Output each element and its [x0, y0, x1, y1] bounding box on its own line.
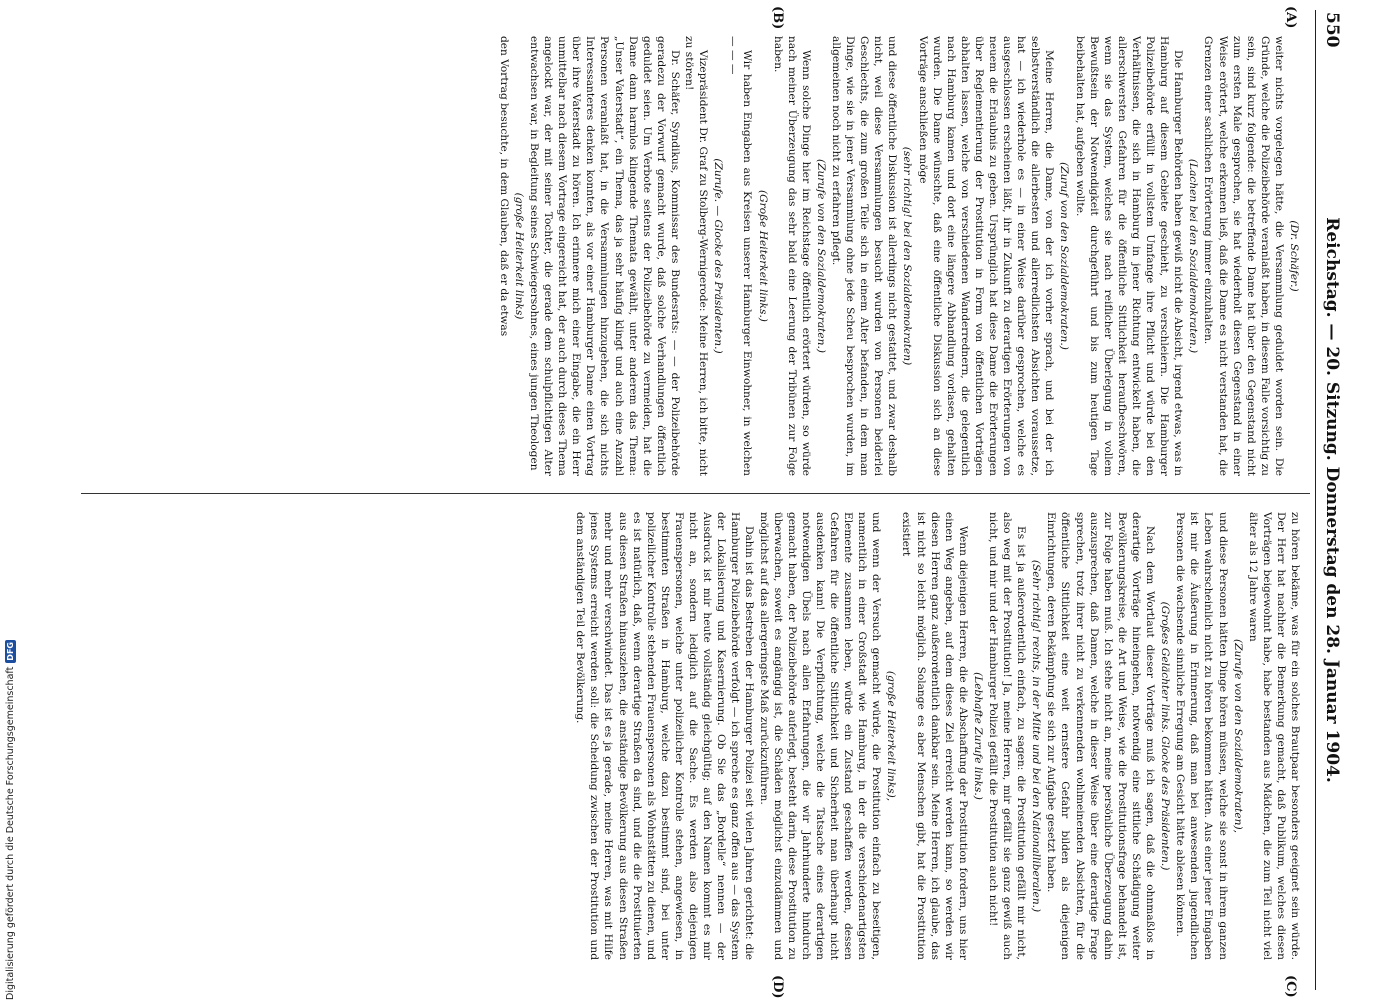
margin-mark-d: (D): [770, 975, 785, 999]
running-header: Reichstag. — 20. Sitzung. Donnerstag den 28. Januar 1904.: [1322, 217, 1342, 783]
margin-mark-c: (C): [1283, 975, 1298, 998]
paragraph: Dr. Schäfer, Syndikus, Kommissar des Bundesrats: — — der Polizeibehörde geradezu der Vorwurf gemacht wurde, daß solche Verhandlungen öffentlich geduldet seien. Um Verbote seitens der Polizeibehörde zu vermeiden, hat die Dame dann harmlos klingende Themata gewählt, unter anderem das Thema: „Unser Vaterstadt“, ein Thema, das ja sehr häufig klingt und auch eine Anzahl Personen veranlaßt hat, in die Versammlungen hinzugehen, die sich nichts Interessanteres denken konnten, als vor einer Hamburger Dame einen Vortrag über ihre Vaterstadt zu hören. Ich erinnere mich einer Eingabe, die ein Herr unmittelbar nach diesem Vortrage eingereicht hat, der auch durch dieses Thema angelockt war, der mit seiner Tochter, die gerade dem schulpflichtigen Alter entwachsen war, in Begleitung seines Schwiegersohnes, eines jungen Theologen: [528, 36, 681, 476]
margin-mark-b: (B): [770, 6, 785, 30]
page-number: 550: [1322, 12, 1342, 48]
header-rule: [1315, 10, 1316, 990]
dfg-logo-icon: DFG: [5, 642, 15, 661]
paragraph: zu hören bekäme, was für ein solches Brautpaar besonders geeignet sein würde. Der Herr hat nachher die Bemerkung gemacht, daß Publikum, welches diesen Vorträgen beigewohnt habe, habe bestanden aus Mädchen, die zum Teil nicht viel älter als 12 Jahre waren: [1246, 512, 1301, 960]
interjection: (große Heiterkeit links),: [885, 670, 898, 802]
paragraph: Wenn solche Dinge hier im Reichstage öffentlich erörtert würden, so würde nach meiner Überzeugung das sehr bald eine Leerung der Tribünen zur Folge haben.: [771, 36, 812, 476]
interjection: (Lachen bei den Sozialdemokraten.): [1187, 158, 1200, 354]
interjection: (Zuruf von den Sozialdemokraten.): [1058, 162, 1071, 350]
paragraph: Dahin ist das Bestreben der Hamburger Polizei seit vielen Jahren gerichtet: die Hamburger Polizeibehörde verfolgt — ich spreche es ganz offen aus — das System der Lokalisierung und Kasernierung. Ob Sie das „Bordelle“ nennen — der Ausdruck ist mir heute vollständig gleichgültig; auf den Namen kommt es mir nicht an, sondern lediglich auf die Sache. Es werden also diejenigen Frauenspersonen, welche unter polizeilicher Kontrolle stehen, angewiesen, in bestimmten Straßen in Hamburg, welche dazu bestimmt sind, bei unter polizeilicher Kontrolle stehenden Frauenspersonen als Wohnstätten zu dienen, und es ist natürlich, daß, wenn derartige Straßen da sind, und die die Prostituierten aus diesen Straßen hinausziehen, die anständige Bevölkerung aus diesen Straßen mehr und mehr verschwindet. Das ist es ja gerade, meine Herren, was mit Hilfe jenes Systems erreicht werden soll: die Scheidung zwischen der Prostitution und dem anständigen Teil der Bevölkerung.: [574, 512, 756, 960]
interjection: (Zurufe von den Sozialdemokraten),: [1231, 639, 1244, 833]
speaker-label: (Dr. Schäfer.): [1288, 220, 1300, 292]
interjection: (Lebhafte Zurufe links.): [971, 672, 984, 800]
paragraph: Es ist ja außerordentlich einfach, zu sagen: die Prostitution gefällt mir nicht, also weg mit der Prostitution! Ja, meine Herren, mir gefällt sie ganz gewiß auch nicht, und mir und der Hamburger Polizei gefällt die Prostitution auch nicht!: [987, 512, 1028, 960]
paragraph: und diese Personen hätten Dinge hören müssen, welche sie sonst in ihrem ganzen Leben wahrscheinlich nicht zu hören bekommen hätten. Aus einer jener Eingaben ist mir die Äußerung in Erinnerung, daß man bei anwesenden jugendlichen Personen die wachsende sinnliche Erregung am Gesicht hätte ablesen können.: [1174, 512, 1229, 960]
left-column: [81, 36, 1302, 476]
interjection: (sehr richtig! bei den Sozialdemokraten): [901, 146, 914, 366]
paragraph: Meine Herren, die Dame, von der ich vorher sprach, und bei der ich selbstverständlich die allerbesten und allerredlichsten Absichten voraussetze, hat — ich wiederhole es — in einer Weise darüber gesprochen, welche es ausgeschlossen erscheinen läßt, ihr in Zukunft zu derartigen Erörterungen von neuem die Erlaubnis zu geben. Ursprünglich hat diese Dame die Erörterungen über Reglementierung der Prostitution in Form von öffentlichen Vorträgen abhalten lassen, welche von verschiedenen Wanderrednern, die gelegentlich nach Hamburg kamen und dort eine längere Abhandlung vorlasen, gehalten wurden. Die Dame wünschte, daß eine öffentliche Diskussion sich an diese Vorträge anschließen möge: [916, 36, 1056, 476]
right-column: [81, 512, 1302, 960]
paragraph: Wir haben Eingaben aus Kreisen unserer Hamburger Einwohner, in welchen — — —: [727, 36, 754, 476]
interjection: (Zurufe. — Glocke des Präsidenten.): [712, 158, 725, 354]
document-page: [75, 0, 1350, 1000]
interjection: (Große Heiterkeit links.): [756, 190, 769, 322]
interjection: (Sehr richtig! rechts, in der Mitte und bei den Nationalliberalen.): [1030, 559, 1043, 913]
paragraph: Nach dem Wortlaut dieser Vorträge muß ich sagen, daß die ohnmaßlos in derartige Vorträge hineingehen, notwendig eine sittliche Schädigung weiter Bevölkerungskreise, die Art und Weise, wie die Prostitutionsfrage behandelt ist, zur Folge haben muß. Ich stehe nicht an, meine persönliche Überzeugung dahin auszusprechen, daß Damen, welche in dieser Weise über eine derartige Frage sprechen, trotz ihrer nicht zu verkennenden wohlmeinenden Absichten, für die öffentliche Sittlichkeit eine weit ernstere Gefahr bilden als diejenigen Einrichtungen, deren Bekämpfung sie sich zur Aufgabe gesetzt haben.: [1045, 512, 1157, 960]
interjection: (große Heiterkeit links): [512, 192, 525, 320]
interjection: (Großes Gelächter links. Glocke des Präsidenten.): [1159, 601, 1172, 871]
digitization-credit: [2, 600, 18, 1000]
margin-mark-a: (A): [1283, 6, 1298, 29]
paragraph: und diese öffentliche Diskussion ist allerdings nicht gestattet, und zwar deshalb nicht, weil diese Versammlungen besucht wurden von Personen beiderlei Geschlechts, die zum großen Teile sich in einem Alter befanden, in dem man Dinge, wie sie in jener Versammlung ohne jede Scheu besprochen wurden, im allgemeinen noch nicht zu erfahren pflegt.: [830, 36, 899, 476]
president-remark: Vizepräsident Dr. Graf zu Stolberg-Wernigerode: Meine Herren, ich bitte, nicht zu stören!: [683, 36, 710, 476]
column-divider: [81, 493, 1310, 494]
credit-text: Digitalisierung gefördert durch die Deutsche Forschungsgemeinschaft: [4, 666, 16, 1000]
interjection: (Zurufe von den Sozialdemokraten.): [814, 159, 827, 353]
paragraph: und wenn der Versuch gemacht würde, die Prostitution einfach zu beseitigen, namentlich in einer Großstadt wie Hamburg, in der die verschiedenartigsten Elemente zusammen leben, würde ein Zustand geschaffen werden, dessen Gefahren für die öffentliche Sittlichkeit und Sicherheit man überhaupt nicht ausdenken kann! Die Verpflichtung, welche die Tatsache eines derartigen notwendigen Übels nach allen Erfahrungen, die wir Jahrhunderte hindurch gemacht haben, der Polizeibehörde auferlegt, besteht darin, diese Prostitution zu überwachen, soweit es angängig ist, die Schäden möglichst einzudämmen und möglichst auf das allergeringste Maß zurückzuführen.: [757, 512, 883, 960]
paragraph: den Vortrag besuchte, in dem Glauben, daß er da etwas: [497, 36, 510, 337]
paragraph: weiter nichts vorgelegen hätte, die Versammlung geduldet worden sein. Die Gründe, welche die Polizeibehörde veranlaßt haben, in diesem Falle vorsichtig zu sein, sind kurz folgende: die betreffende Dame hat über den Gegenstand nicht zum ersten Male gesprochen, sie hat wiederholt diesen Gegenstand in einer Weise erörtert, welche erkennen ließ, daß die Dame es nicht verstanden hat, die Grenzen einer sachlichen Erörterung immer einzuhalten.: [1202, 36, 1285, 476]
paragraph: Wenn diejenigen Herren, die die Abschaffung der Prostitution fordern, uns hier einen Weg angeben, auf dem dieses Ziel erreicht werden kann, so werden wir diesen Herren ganz außerordentlich dankbar sein. Meine Herren, ich glaube, das ist nicht so leicht möglich. Solange es aber Menschen gibt, hat die Prostitution existiert: [900, 512, 969, 960]
paragraph: Die Hamburger Behörden haben gewiß nicht die Absicht, irgend etwas, was in Hamburg auf diesem Gebiete geschieht, zu verschleiern. Die Hamburger Polizeibehörde erfüllt in vollstem Umfange ihre Pflicht und würde bei den Verhältnissen, die sich in Hamburg in jener Richtung entwickelt haben, die allerschwersten Gefahren für die öffentliche Sittlichkeit heraufbeschwören, wenn sie das System, welches sie nach reiflicher Überlegung in vollem Bewußtsein der Notwendigkeit durchgeführt und bis zum heutigen Tage beibehalten hat, aufgeben wollte.: [1073, 36, 1185, 476]
